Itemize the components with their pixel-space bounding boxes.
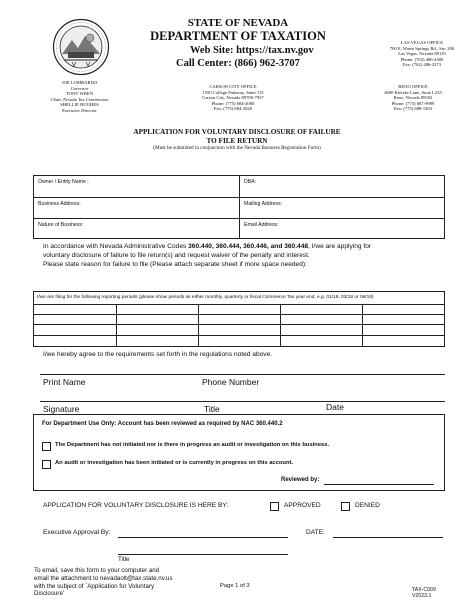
nevada-state-seal	[52, 18, 110, 76]
agreement-text: I/we hereby agree to the requirements set forth in the regulations noted above.	[43, 351, 273, 358]
periods-header: I/we are filing for the following reporting periods (please show periods as either monthly, quarterly or fiscal Commerce Tax year end, e.g. 01/18, 03/18 or 06/18)	[37, 295, 374, 300]
form-subtitle: (Must be submitted in conjunction with the Nevada Business Registration Form)	[153, 145, 321, 151]
denied-label: DENIED	[355, 502, 380, 509]
not-initiated-checkbox[interactable]	[42, 442, 51, 451]
email-address-field[interactable]: Email Address:	[239, 218, 445, 239]
business-address-field[interactable]: Business Address:	[33, 197, 240, 219]
approval-question: APPLICATION FOR VOLUNTARY DISCLOSURE IS HERE BY:	[43, 502, 229, 509]
mailing-address-field[interactable]: Mailing Address:	[239, 197, 445, 219]
executive-approval-line[interactable]	[118, 537, 288, 538]
approved-checkbox[interactable]	[270, 502, 279, 511]
carson-city-office: CARSON CITY OFFICE 1550 College Parkway, Suite 115 Carson City, Nevada 89706-7937 Phone: (775) 684-2000 Fax: (775) 684-2020	[202, 84, 264, 112]
approval-date-label: DATE:	[306, 529, 325, 536]
nature-of-business-field[interactable]: Nature of Business:	[33, 218, 240, 239]
business-info-table	[33, 175, 445, 239]
initiated-label: An audit or investigation has been initiated or is currently in progress on this account.	[55, 460, 294, 466]
website[interactable]: Web Site: https://tax.nv.gov	[190, 45, 314, 56]
date-label: Date	[326, 402, 344, 412]
not-initiated-label: The Department has not initiated nor is there in progress an audit or investigation on this business.	[55, 442, 330, 448]
department-name: DEPARTMENT OF TAXATION	[150, 29, 326, 43]
reno-office: RENO OFFICE 4600 Kietzke Lane, Suite L235 Reno, Nevada 89502 Phone: (775) 687-9999 Fax: (775) 688-1303	[384, 84, 442, 112]
executive-approval-label: Executive Approval By:	[43, 529, 111, 536]
email-instructions: To email, save this form to your computer and email the attachment to nevadaolt@tax.state.nv.us with the subject of `Application for Voluntary Disclosure'	[34, 567, 173, 598]
title-label: Title	[204, 404, 220, 414]
signature-input[interactable]	[40, 389, 445, 401]
print-name-label: Print Name	[43, 377, 86, 387]
officials: JOE LOMBARDO Governor TONY WREN Chair, Nevada Tax Commission SHELLIE HUGHES Executive Director	[50, 80, 109, 113]
form-title: APPLICATION FOR VOLUNTARY DISCLOSURE OF FAILURE TO FILE RETURN	[133, 128, 341, 145]
reason-area[interactable]	[43, 278, 443, 280]
reporting-periods-table	[33, 291, 445, 347]
disclosure-paragraph: In accordance with Nevada Administrative Codes 360.440, 360.444, 360.446, and 360.448, I/we are applying for voluntary disclosure of failure to file return(s) and request waiver of the penalty and interest. Please state reason for failure to file (Please attach separate sheet if more space needed):	[43, 243, 372, 268]
las-vegas-office: LAS VEGAS OFFICE 700 E. Warm Springs Rd., Ste. 200 Las Vegas, Nevada 89119 Phone: (702) 486-2300 Fax: (702) 486-2373	[389, 40, 455, 68]
phone-number-label: Phone Number	[202, 377, 260, 387]
call-center: Call Center: (866) 962-3707	[176, 58, 300, 69]
reviewed-by-line[interactable]	[324, 484, 434, 485]
form-id: TAX-C009 V2023.1	[412, 587, 436, 600]
approval-title-label: Title	[118, 556, 130, 563]
state-name: STATE OF NEVADA	[187, 17, 289, 29]
print-name-phone-input[interactable]	[40, 362, 445, 374]
dba-field[interactable]: DBA:	[239, 175, 445, 198]
owner-field[interactable]: Owner / Entity Name :	[33, 175, 240, 198]
approval-title-line[interactable]	[118, 554, 288, 555]
denied-checkbox[interactable]	[341, 502, 350, 511]
page-number: Page 1 of 3	[220, 583, 250, 589]
approved-label: APPROVED	[284, 502, 321, 509]
approval-date-line[interactable]	[333, 537, 443, 538]
dept-use-line: For Department Use Only: Account has been reviewed as required by NAC 360.440.2	[42, 421, 283, 427]
reviewed-by-label: Reviewed by:	[281, 477, 320, 483]
signature-label: Signature	[43, 404, 80, 414]
initiated-checkbox[interactable]	[42, 460, 51, 469]
department-use-box	[33, 414, 445, 491]
